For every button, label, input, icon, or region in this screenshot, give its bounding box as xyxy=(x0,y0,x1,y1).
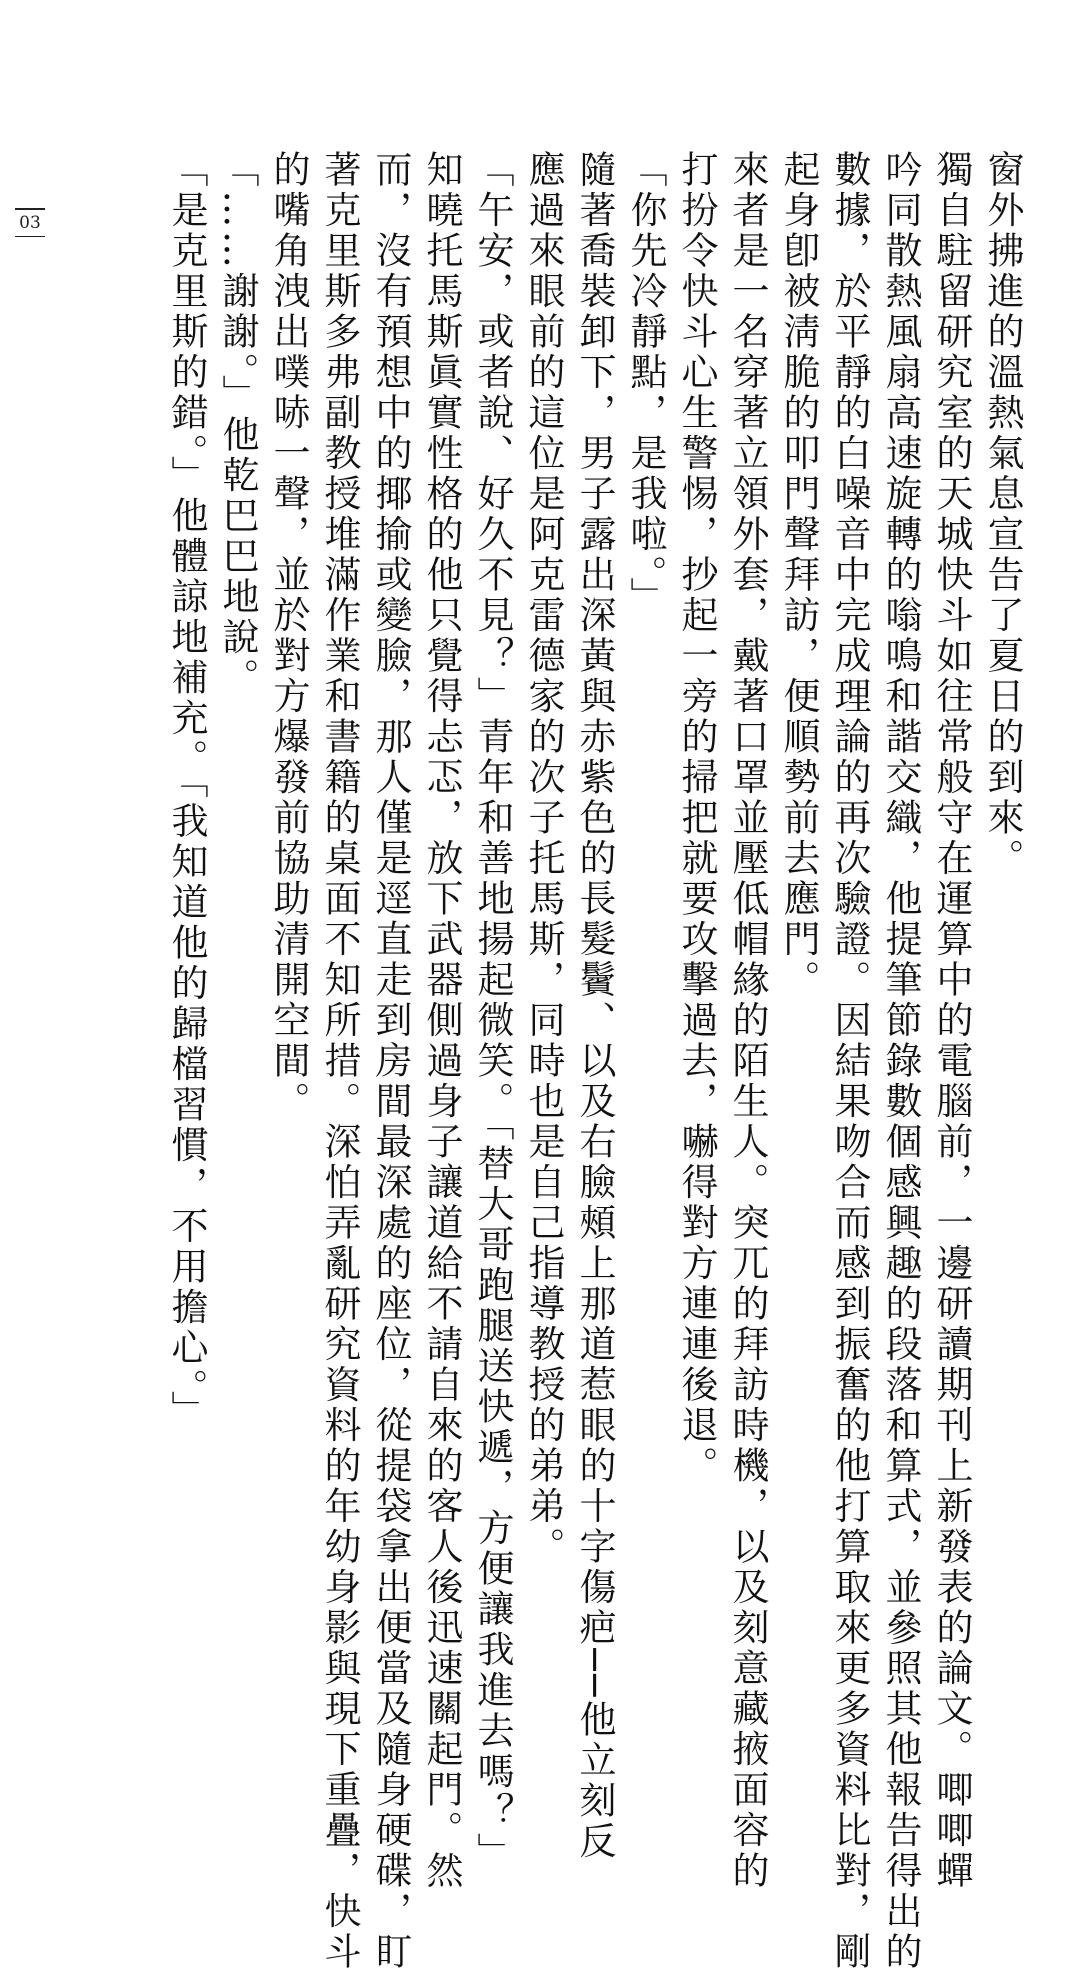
text-column: 「……謝謝。」他乾巴巴地說。 xyxy=(216,150,259,699)
page-number: 03 xyxy=(14,205,46,240)
text-column: 「你先冷靜點，是我啦。」 xyxy=(624,150,667,618)
vertical-text-block xyxy=(100,150,1024,1973)
text-column: 吟同散熱風扇高速旋轉的嗡鳴和諧交織，他提筆節錄數個感興趣的段落和算式，並參照其他報告得出的 xyxy=(879,150,922,1973)
text-column: 「是克里斯的錯。」他體諒地補充。「我知道他的歸檔習慣，不用擔心。」 xyxy=(165,150,208,1431)
text-column: 窗外拂進的溫熱氣息宣告了夏日的到來。 xyxy=(981,150,1024,879)
text-column: 隨著喬裝卸下，男子露出深黃與赤紫色的長髮鬢、以及右臉頰上那道惹眼的十字傷疤──他立刻反 xyxy=(573,150,616,1863)
text-column: 打扮令快斗心生警惕，抄起一旁的掃把就要攻擊過去，嚇得對方連連後退。 xyxy=(675,150,718,1487)
text-column: 而，沒有預想中的揶揄或變臉，那人僅是逕直走到房間最深處的座位，從提袋拿出便當及隨身硬碟，盯 xyxy=(369,150,412,1973)
text-column: 應過來眼前的這位是阿克雷德家的次子托馬斯，同時也是自己指導教授的弟弟。 xyxy=(522,150,565,1568)
text-column: 著克里斯多弗副教授堆滿作業和書籍的桌面不知所措。深怕弄亂研究資料的年幼身影與現下重疊，快斗 xyxy=(318,150,361,1973)
text-column: 來者是一名穿著立領外套，戴著口罩並壓低帽緣的陌生人。突兀的拜訪時機，以及刻意藏掖面容的 xyxy=(726,150,769,1892)
text-column: 「午安，或者說、好久不見？」青年和善地揚起微笑。「替大哥跑腿送快遞，方便讓我進去嗎？」 xyxy=(471,150,514,1873)
text-column: 起身卽被淸脆的叩門聲拜訪，便順勢前去應門。 xyxy=(777,150,820,1001)
text-column: 獨自駐留研究室的天城快斗如往常般守在運算中的電腦前，一邊研讀期刊上新發表的論文。唧唧蟬 xyxy=(930,150,973,1892)
text-column: 數據，於平靜的白噪音中完成理論的再次驗證。因結果吻合而感到振奮的他打算取來更多資料比對，剛 xyxy=(828,150,871,1973)
text-column: 的嘴角洩出噗哧一聲，並於對方爆發前協助清開空間。 xyxy=(267,150,310,1122)
text-column: 知曉托馬斯眞實性格的他只覺得忐忑，放下武器側過身子讓道給不請自來的客人後迅速關起門。然 xyxy=(420,150,463,1892)
